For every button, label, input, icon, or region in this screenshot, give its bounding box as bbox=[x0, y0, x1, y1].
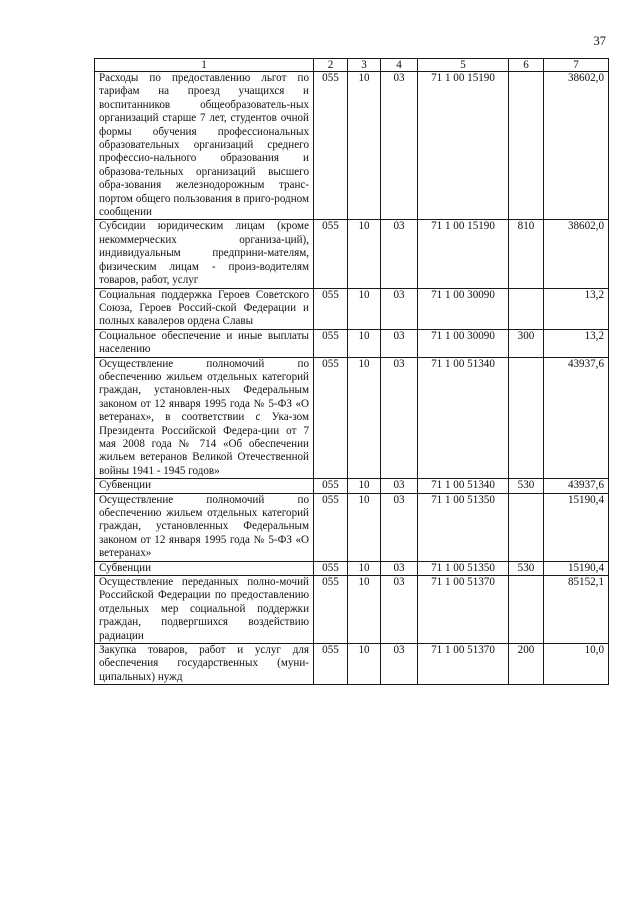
amount-cell: 85152,1 bbox=[544, 576, 609, 644]
ministry-code-cell: 055 bbox=[314, 479, 348, 493]
header-col-1: 1 bbox=[95, 59, 314, 72]
expense-type-cell: 530 bbox=[509, 561, 544, 575]
header-col-5: 5 bbox=[418, 59, 509, 72]
expense-type-cell bbox=[509, 493, 544, 561]
amount-cell: 43937,6 bbox=[544, 479, 609, 493]
expense-name-cell: Осуществление полномочий по обеспечению жильем отдельных категорий граждан, установлен-ных Федеральным законом от 12 января 1995 года № 5-ФЗ «О ветеранах», в соответствии с Ука-зом Президента Российской Федера-ции от 7 мая 2008 года № 714 «Об обеспечении жильем ветеранов Великой Отечественной войны 1941 - 1945 годов» bbox=[95, 357, 314, 479]
target-article-cell: 71 1 00 51350 bbox=[418, 493, 509, 561]
table-row bbox=[95, 644, 609, 685]
table-row bbox=[95, 220, 609, 288]
expense-name-cell: Субсидии юридическим лицам (кроме некоммерческих организа-ций), индивидуальным предприни-мателям, физическим лицам - произ-водителям товаров, работ, услуг bbox=[95, 220, 314, 288]
table-row bbox=[95, 288, 609, 329]
header-col-2: 2 bbox=[314, 59, 348, 72]
target-article-cell: 71 1 00 15190 bbox=[418, 220, 509, 288]
subsection-code-cell: 03 bbox=[381, 220, 418, 288]
expense-type-cell: 200 bbox=[509, 644, 544, 685]
page-number: 37 bbox=[593, 34, 606, 48]
expense-type-cell bbox=[509, 357, 544, 479]
expense-type-cell: 300 bbox=[509, 329, 544, 357]
amount-cell: 15190,4 bbox=[544, 493, 609, 561]
expense-name-cell: Расходы по предоставлению льгот по тарифам на проезд учащихся и воспитанников общеобразователь-ных организаций старше 7 лет, студентов очной формы обучения профессиональных образовательных организаций среднего профессио-нального образования и образова-тельных организаций высшего обра-зования железнодорожным транс-портом общего пользования в приго-родном сообщении bbox=[95, 72, 314, 220]
expense-name-cell: Субвенции bbox=[95, 561, 314, 575]
table-row bbox=[95, 329, 609, 357]
ministry-code-cell: 055 bbox=[314, 329, 348, 357]
ministry-code-cell: 055 bbox=[314, 644, 348, 685]
section-code-cell: 10 bbox=[348, 288, 381, 329]
section-code-cell: 10 bbox=[348, 72, 381, 220]
expense-name-cell: Социальная поддержка Героев Советского Союза, Героев Россий-ской Федерации и полных кавалеров ордена Славы bbox=[95, 288, 314, 329]
amount-cell: 38602,0 bbox=[544, 72, 609, 220]
section-code-cell: 10 bbox=[348, 220, 381, 288]
expense-type-cell: 530 bbox=[509, 479, 544, 493]
header-col-7: 7 bbox=[544, 59, 609, 72]
subsection-code-cell: 03 bbox=[381, 479, 418, 493]
section-code-cell: 10 bbox=[348, 576, 381, 644]
expense-type-cell: 810 bbox=[509, 220, 544, 288]
ministry-code-cell: 055 bbox=[314, 493, 348, 561]
target-article-cell: 71 1 00 30090 bbox=[418, 329, 509, 357]
target-article-cell: 71 1 00 15190 bbox=[418, 72, 509, 220]
subsection-code-cell: 03 bbox=[381, 329, 418, 357]
table-row bbox=[95, 72, 609, 220]
header-col-3: 3 bbox=[348, 59, 381, 72]
expense-name-cell: Осуществление полномочий по обеспечению жильем отдельных категорий граждан, установленных Федеральным законом от 12 января 1995 года № 5-ФЗ «О ветеранах» bbox=[95, 493, 314, 561]
section-code-cell: 10 bbox=[348, 329, 381, 357]
ministry-code-cell: 055 bbox=[314, 561, 348, 575]
target-article-cell: 71 1 00 51370 bbox=[418, 644, 509, 685]
subsection-code-cell: 03 bbox=[381, 561, 418, 575]
expense-type-cell bbox=[509, 72, 544, 220]
table-row bbox=[95, 493, 609, 561]
ministry-code-cell: 055 bbox=[314, 72, 348, 220]
amount-cell: 13,2 bbox=[544, 329, 609, 357]
expense-name-cell: Закупка товаров, работ и услуг для обеспечения государственных (муни-ципальных) нужд bbox=[95, 644, 314, 685]
amount-cell: 10,0 bbox=[544, 644, 609, 685]
ministry-code-cell: 055 bbox=[314, 220, 348, 288]
budget-table bbox=[94, 58, 609, 685]
table-row bbox=[95, 576, 609, 644]
target-article-cell: 71 1 00 51340 bbox=[418, 479, 509, 493]
header-col-4: 4 bbox=[381, 59, 418, 72]
expense-name-cell: Субвенции bbox=[95, 479, 314, 493]
table-body bbox=[95, 59, 609, 685]
subsection-code-cell: 03 bbox=[381, 576, 418, 644]
subsection-code-cell: 03 bbox=[381, 72, 418, 220]
subsection-code-cell: 03 bbox=[381, 288, 418, 329]
target-article-cell: 71 1 00 51370 bbox=[418, 576, 509, 644]
target-article-cell: 71 1 00 51340 bbox=[418, 357, 509, 479]
section-code-cell: 10 bbox=[348, 479, 381, 493]
ministry-code-cell: 055 bbox=[314, 288, 348, 329]
header-row bbox=[95, 59, 609, 72]
table-row bbox=[95, 479, 609, 493]
amount-cell: 38602,0 bbox=[544, 220, 609, 288]
expense-type-cell bbox=[509, 288, 544, 329]
expense-type-cell bbox=[509, 576, 544, 644]
table-row bbox=[95, 561, 609, 575]
section-code-cell: 10 bbox=[348, 644, 381, 685]
subsection-code-cell: 03 bbox=[381, 644, 418, 685]
subsection-code-cell: 03 bbox=[381, 493, 418, 561]
header-col-6: 6 bbox=[509, 59, 544, 72]
section-code-cell: 10 bbox=[348, 357, 381, 479]
target-article-cell: 71 1 00 30090 bbox=[418, 288, 509, 329]
ministry-code-cell: 055 bbox=[314, 357, 348, 479]
ministry-code-cell: 055 bbox=[314, 576, 348, 644]
section-code-cell: 10 bbox=[348, 493, 381, 561]
target-article-cell: 71 1 00 51350 bbox=[418, 561, 509, 575]
amount-cell: 13,2 bbox=[544, 288, 609, 329]
subsection-code-cell: 03 bbox=[381, 357, 418, 479]
table-row bbox=[95, 357, 609, 479]
expense-name-cell: Осуществление переданных полно-мочий Российской Федерации по предоставлению отдельных мер социальной поддержки граждан, подвергшихся воздействию радиации bbox=[95, 576, 314, 644]
amount-cell: 15190,4 bbox=[544, 561, 609, 575]
section-code-cell: 10 bbox=[348, 561, 381, 575]
expense-name-cell: Социальное обеспечение и иные выплаты населению bbox=[95, 329, 314, 357]
amount-cell: 43937,6 bbox=[544, 357, 609, 479]
